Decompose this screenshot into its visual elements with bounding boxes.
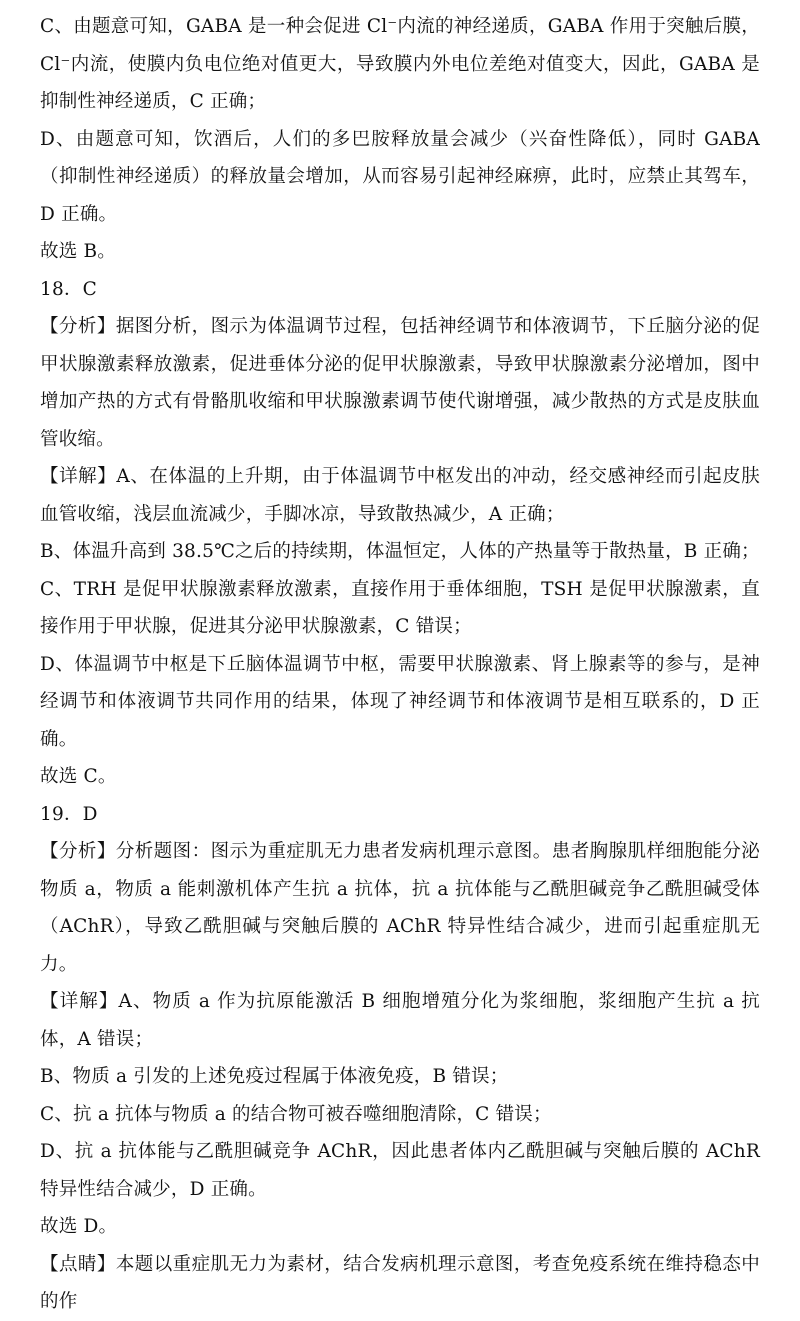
paragraph-answer-c: 故选 C。 xyxy=(40,766,117,787)
paragraph-18-option-c: C、TRH 是促甲状腺激素释放激素，直接作用于垂体细胞，TSH 是促甲状腺激素，直接作用于甲状腺，促进其分泌甲状腺激素，C 错误； xyxy=(40,578,760,637)
paragraph-19-option-b: B、物质 a 引发的上述免疫过程属于体液免疫，B 错误； xyxy=(40,1066,509,1087)
paragraph-answer-b: 故选 B。 xyxy=(40,241,116,262)
paragraph-19-detail-a: 【详解】A、物质 a 作为抗原能激活 B 细胞增殖分化为浆细胞，浆细胞产生抗 a 抗体，A 错误； xyxy=(40,991,760,1050)
question-19-heading: 19．D xyxy=(40,803,98,825)
paragraph-option-c-gaba: C、由题意可知，GABA 是一种会促进 Cl⁻内流的神经递质，GABA 作用于突触后膜，Cl⁻内流，使膜内负电位绝对值更大，导致膜内外电位差绝对值变大，因此，GABA 是抑制性神经递质，C 正确； xyxy=(40,16,760,112)
paragraph-19-analysis: 【分析】分析题图：图示为重症肌无力患者发病机理示意图。患者胸腺肌样细胞能分泌物质 a，物质 a 能刺激机体产生抗 a 抗体，抗 a 抗体能与乙酰胆碱竞争乙酰胆碱受体（AChR），导致乙酰胆碱与突触后膜的 AChR 特异性结合减少，进而引起重症肌无力。 xyxy=(40,841,760,975)
paragraph-19-comment: 【点睛】本题以重症肌无力为素材，结合发病机理示意图，考查免疫系统在维持稳态中的作 xyxy=(40,1253,760,1312)
paragraph-19-option-d: D、抗 a 抗体能与乙酰胆碱竞争 AChR，因此患者体内乙酰胆碱与突触后膜的 AChR 特异性结合减少，D 正确。 xyxy=(40,1141,760,1200)
paragraph-18-detail-a: 【详解】A、在体温的上升期，由于体温调节中枢发出的冲动，经交感神经而引起皮肤血管收缩，浅层血流减少，手脚冰凉，导致散热减少，A 正确； xyxy=(40,466,760,525)
paragraph-18-analysis: 【分析】据图分析，图示为体温调节过程，包括神经调节和体液调节，下丘脑分泌的促甲状腺激素释放激素，促进垂体分泌的促甲状腺激素，导致甲状腺激素分泌增加，图中增加产热的方式有骨骼肌收缩和甲状腺激素调节使代谢增强，减少散热的方式是皮肤血管收缩。 xyxy=(40,316,760,450)
question-18-heading: 18．C xyxy=(40,278,97,300)
paragraph-answer-d: 故选 D。 xyxy=(40,1216,118,1237)
paragraph-19-option-c: C、抗 a 抗体与物质 a 的结合物可被吞噬细胞清除，C 错误； xyxy=(40,1103,552,1125)
paragraph-18-option-d: D、体温调节中枢是下丘脑体温调节中枢，需要甲状腺激素、肾上腺素等的参与，是神经调节和体液调节共同作用的结果，体现了神经调节和体液调节是相互联系的，D 正确。 xyxy=(40,653,760,750)
paragraph-18-option-b: B、体温升高到 38.5℃之后的持续期，体温恒定，人体的产热量等于散热量，B 正确； xyxy=(40,541,760,562)
paragraph-option-d-alcohol: D、由题意可知，饮酒后，人们的多巴胺释放量会减少（兴奋性降低），同时 GABA（抑制性神经递质）的释放量会增加，从而容易引起神经麻痹，此时，应禁止其驾车，D 正确。 xyxy=(40,128,760,225)
